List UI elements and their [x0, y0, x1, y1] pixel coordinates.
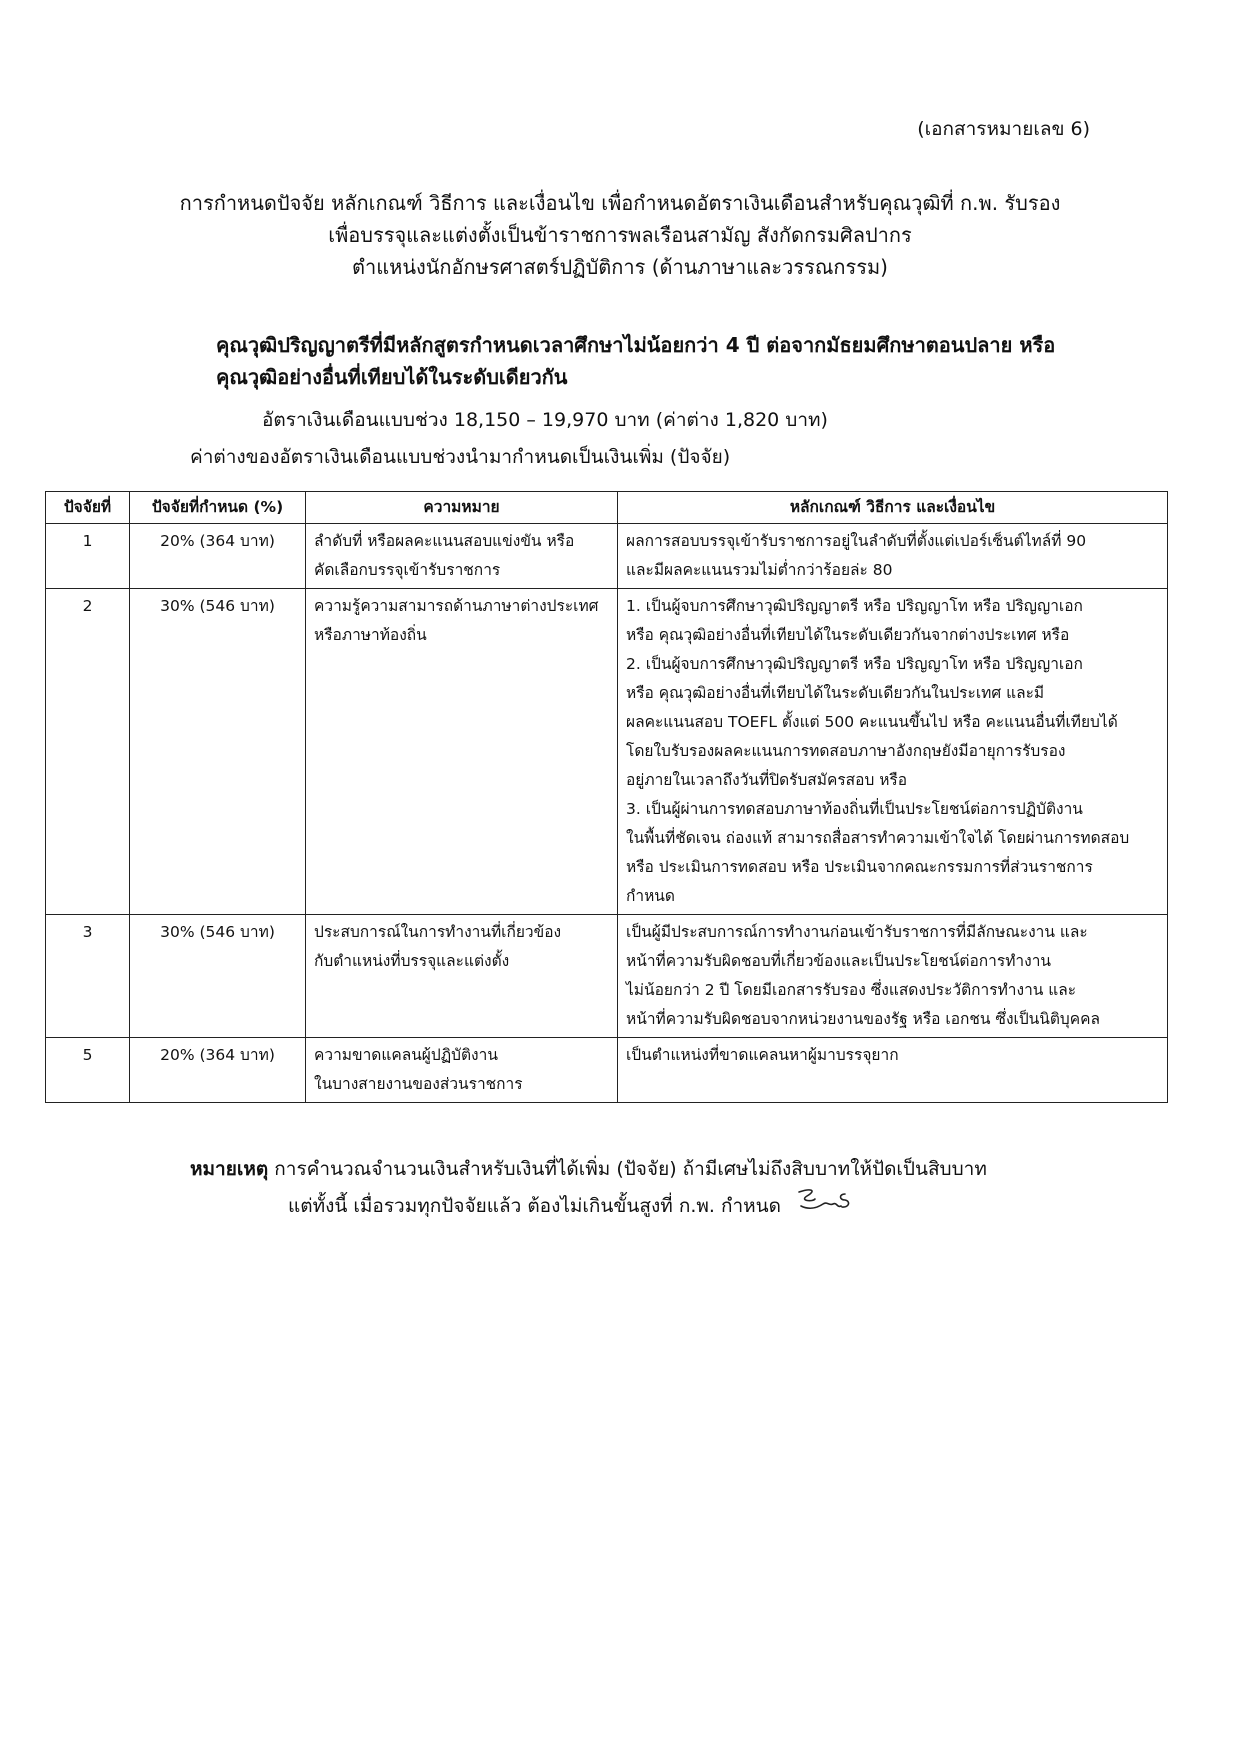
factor-meaning-cell — [306, 589, 618, 915]
header-meaning: ความหมาย — [306, 492, 618, 524]
factor-number-cell: 1 — [46, 524, 130, 589]
factors-table — [45, 491, 1168, 1103]
header-factor-no: ปัจจัยที่ — [46, 492, 130, 524]
criteria-line: ผลการสอบบรรจุเข้ารับราชการอยู่ในลำดับที่ตั้งแต่เปอร์เซ็นต์ไทล์ที่ 90 — [626, 532, 1087, 550]
title-line: เพื่อบรรจุและแต่งตั้งเป็นข้าราชการพลเรือนสามัญ สังกัดกรมศิลปากร — [328, 223, 912, 247]
table-row — [46, 1038, 1168, 1103]
document-title — [150, 187, 1090, 283]
remark-label: หมายเหตุ — [190, 1158, 269, 1180]
table-header-row — [46, 492, 1168, 524]
criteria-line: หน้าที่ความรับผิดชอบจากหน่วยงานของรัฐ หรือ เอกชน ซึ่งเป็นนิติบุคคล — [626, 1010, 1100, 1028]
criteria-line: 3. เป็นผู้ผ่านการทดสอบภาษาท้องถิ่นที่เป็นประโยชน์ต่อการปฏิบัติงาน — [626, 800, 1083, 818]
salary-difference-line: ค่าต่างของอัตราเงินเดือนแบบช่วงนำมากำหนดเป็นเงินเพิ่ม (ปัจจัย) — [190, 446, 731, 468]
factor-meaning-cell — [306, 915, 618, 1038]
factor-meaning-cell — [306, 524, 618, 589]
factor-number-cell: 3 — [46, 915, 130, 1038]
table-row — [46, 915, 1168, 1038]
criteria-line: อยู่ภายในเวลาถึงวันที่ปิดรับสมัครสอบ หรือ — [626, 771, 908, 789]
criteria-line: หน้าที่ความรับผิดชอบที่เกี่ยวข้องและเป็นประโยชน์ต่อการทำงาน — [626, 952, 1052, 970]
factor-percent-cell: 30% (546 บาท) — [130, 589, 306, 915]
meaning-line: ความขาดแคลนผู้ปฏิบัติงาน — [314, 1046, 498, 1064]
criteria-line: ไม่น้อยกว่า 2 ปี โดยมีเอกสารรับรอง ซึ่งแสดงประวัติการทำงาน และ — [626, 981, 1077, 999]
criteria-line: 2. เป็นผู้จบการศึกษาวุฒิปริญญาตรี หรือ ปริญญาโท หรือ ปริญญาเอก — [626, 655, 1083, 673]
salary-range-line: อัตราเงินเดือนแบบช่วง 18,150 – 19,970 บาท (ค่าต่าง 1,820 บาท) — [262, 409, 828, 431]
header-factor-percent: ปัจจัยที่กำหนด (%) — [130, 492, 306, 524]
meaning-line: ลำดับที่ หรือผลคะแนนสอบแข่งขัน หรือ — [314, 532, 575, 550]
remark-text-line2: แต่ทั้งนี้ เมื่อรวมทุกปัจจัยแล้ว ต้องไม่เกินขั้นสูงที่ ก.พ. กำหนด — [288, 1195, 782, 1217]
qualification-heading — [216, 329, 1116, 393]
title-line: ตำแหน่งนักอักษรศาสตร์ปฏิบัติการ (ด้านภาษาและวรรณกรรม) — [352, 255, 888, 279]
table-row — [46, 589, 1168, 915]
meaning-line: ประสบการณ์ในการทำงานที่เกี่ยวข้อง — [314, 923, 562, 941]
remark-note — [190, 1153, 987, 1227]
title-line: การกำหนดปัจจัย หลักเกณฑ์ วิธีการ และเงื่อนไข เพื่อกำหนดอัตราเงินเดือนสำหรับคุณวุฒิที่ ก.พ. รับรอง — [179, 191, 1061, 215]
factor-percent-cell: 30% (546 บาท) — [130, 915, 306, 1038]
factor-meaning-cell — [306, 1038, 618, 1103]
criteria-line: 1. เป็นผู้จบการศึกษาวุฒิปริญญาตรี หรือ ปริญญาโท หรือ ปริญญาเอก — [626, 597, 1083, 615]
criteria-line: และมีผลคะแนนรวมไม่ต่ำกว่าร้อยล่ะ 80 — [626, 561, 893, 579]
criteria-line: โดยใบรับรองผลคะแนนการทดสอบภาษาอังกฤษยังมีอายุการรับรอง — [626, 742, 1066, 760]
table-row — [46, 524, 1168, 589]
factor-criteria-cell — [618, 524, 1168, 589]
factor-criteria-cell — [618, 915, 1168, 1038]
criteria-line: เป็นผู้มีประสบการณ์การทำงานก่อนเข้ารับราชการที่มีลักษณะงาน และ — [626, 923, 1088, 941]
meaning-line: หรือภาษาท้องถิ่น — [314, 626, 427, 644]
meaning-line: กับตำแหน่งที่บรรจุและแต่งตั้ง — [314, 952, 510, 970]
factor-number-cell: 2 — [46, 589, 130, 915]
qualification-line: คุณวุฒิปริญญาตรีที่มีหลักสูตรกำหนดเวลาศึกษาไม่น้อยกว่า 4 ปี ต่อจากมัธยมศึกษาตอนปลาย หรือ — [216, 333, 1056, 357]
criteria-line: ผลคะแนนสอบ TOEFL ตั้งแต่ 500 คะแนนขึ้นไป หรือ คะแนนอื่นที่เทียบได้ — [626, 713, 1118, 731]
handwritten-signature — [793, 1186, 857, 1227]
remark-text-line1: การคำนวณจำนวนเงินสำหรับเงินที่ได้เพิ่ม (ปัจจัย) ถ้ามีเศษไม่ถึงสิบบาทให้ปัดเป็นสิบบาท — [274, 1158, 987, 1180]
meaning-line: คัดเลือกบรรจุเข้ารับราชการ — [314, 561, 501, 579]
factor-criteria-cell — [618, 589, 1168, 915]
meaning-line: ในบางสายงานของส่วนราชการ — [314, 1075, 523, 1093]
document-number: (เอกสารหมายเลข 6) — [917, 118, 1090, 140]
criteria-line: หรือ คุณวุฒิอย่างอื่นที่เทียบได้ในระดับเดียวกันจากต่างประเทศ หรือ — [626, 626, 1070, 644]
criteria-line: หรือ ประเมินการทดสอบ หรือ ประเมินจากคณะกรรมการที่ส่วนราชการ — [626, 858, 1093, 876]
header-criteria: หลักเกณฑ์ วิธีการ และเงื่อนไข — [618, 492, 1168, 524]
factor-criteria-cell — [618, 1038, 1168, 1103]
criteria-line: กำหนด — [626, 887, 675, 905]
qualification-line: คุณวุฒิอย่างอื่นที่เทียบได้ในระดับเดียวกัน — [216, 365, 568, 389]
criteria-line: เป็นตำแหน่งที่ขาดแคลนหาผู้มาบรรจุยาก — [626, 1046, 899, 1064]
criteria-line: หรือ คุณวุฒิอย่างอื่นที่เทียบได้ในระดับเดียวกันในประเทศ และมี — [626, 684, 1045, 702]
meaning-line: ความรู้ความสามารถด้านภาษาต่างประเทศ — [314, 597, 599, 615]
criteria-line: ในพื้นที่ชัดเจน ถ่องแท้ สามารถสื่อสารทำความเข้าใจได้ โดยผ่านการทดสอบ — [626, 829, 1130, 847]
factor-number-cell: 5 — [46, 1038, 130, 1103]
factor-percent-cell: 20% (364 บาท) — [130, 1038, 306, 1103]
factor-percent-cell: 20% (364 บาท) — [130, 524, 306, 589]
